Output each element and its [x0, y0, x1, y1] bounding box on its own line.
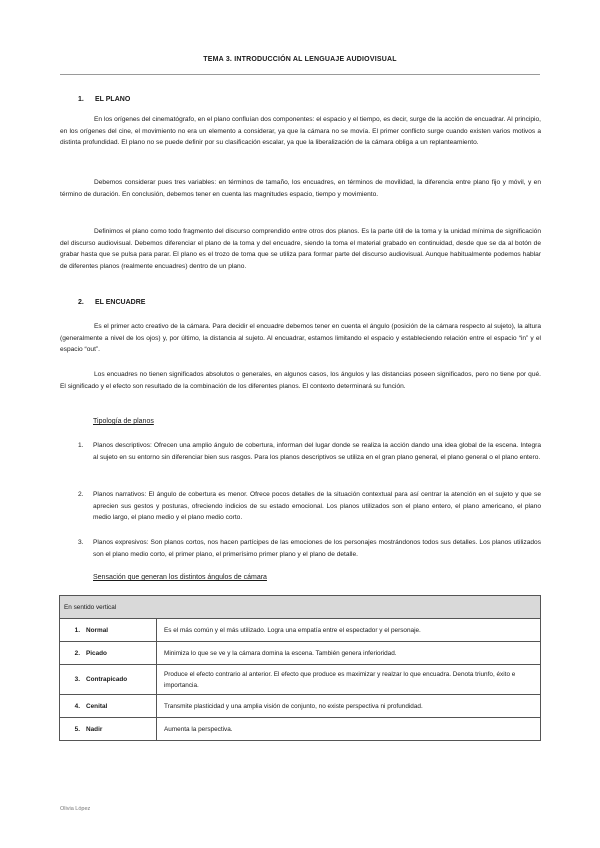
footer-author: Olivia López [60, 806, 91, 812]
document-title: TEMA 3. INTRODUCCIÓN AL LENGUAJE AUDIOVISUAL [203, 56, 397, 63]
row-name: Picado [86, 649, 107, 657]
subheading-angles: Sensación que generan los distintos ángulos de cámara [93, 574, 267, 581]
list-text: Planos expresivos: Son planos cortos, nos hacen partícipes de las emociones de los personajes mostrándonos todos sus detalles. Los planos utilizados son el plano medio corto, el primer plano, el primerísimo primer plano y el plano de detalle. [93, 539, 541, 558]
list-item [78, 440, 541, 463]
list-item [78, 489, 541, 524]
list-text: Planos narrativos: El ángulo de cobertura es menor. Ofrece pocos detalles de la situación contextual para así centrar la atención en el sujeto y que se aprecien sus gestos y posturas, ofreciendo indicios de su estado emocional. Los planos utilizados son el plano entero, el plano americano, el plano medio largo, el plano medio y el plano medio corto. [93, 491, 541, 522]
paragraph: Los encuadres no tienen significados absolutos o generales, en algunos casos, los ángulos y las distancias poseen significados, pero no tiene por qué. El significado y el efecto son resultado de la combinación de los diferentes planos. El contexto determinará su función. [60, 371, 541, 390]
list-number: 1. [78, 442, 84, 449]
section-number: 2. [78, 299, 84, 306]
table-row [60, 619, 541, 642]
table-header-cell: En sentido vertical [60, 596, 541, 619]
list-item [78, 537, 541, 560]
paragraph: Es el primer acto creativo de la cámara. Para decidir el encuadre debemos tener en cuenta el ángulo (posición de la cámara respecto al sujeto), la altura (generalmente a nivel de los ojos) y, por último, la distancia al sujeto. Al encuadrar, estamos limitando el espacio y estableciendo relación entre el espacio “in” y el espacio “out”. [60, 323, 541, 354]
row-name: Contrapicado [86, 676, 128, 683]
row-number: 1. [74, 626, 80, 634]
row-name: Normal [86, 626, 109, 634]
title-divider [60, 74, 540, 75]
paragraph: En los orígenes del cinematógrafo, en el plano confluían dos componentes: el espacio y el tiempo, es decir, surge de la acción de encuadrar. Al principio, en los orígenes del cine, el movimiento no era un elemento a considerar, ya que la cámara no se movía. El primer conflicto surge cuando existen varios motivos a distinta profundidad. El plano no se puede definir por su clasificación escalar, ya que la liberalización de la cámara obliga a un replanteamiento. [60, 116, 541, 147]
row-label [60, 619, 157, 642]
row-number: 5. [74, 725, 80, 733]
table-row [60, 695, 541, 718]
list-number: 2. [78, 491, 84, 498]
section-title: EL PLANO [95, 96, 131, 103]
row-number: 2. [74, 649, 80, 657]
row-name: Nadir [86, 725, 103, 733]
list-number: 3. [78, 539, 84, 546]
row-label [60, 718, 157, 741]
section-heading-plano [78, 96, 130, 103]
paragraph: Debemos considerar pues tres variables: en términos de tamaño, los encuadres, en términos de movilidad, la diferencia entre plano fijo y móvil, y en término de duración. En conclusión, debemos tener en cuenta las magnitudes espacio, tiempo y movimiento. [60, 179, 541, 198]
row-description: Es el más común y el más utilizado. Logra una empatía entre el espectador y el personaje. [157, 619, 541, 642]
paragraph: Definimos el plano como todo fragmento del discurso comprendido entre otros dos planos. Es la parte útil de la toma y la unidad mínima de significación del discurso audiovisual. Debemos diferenciar el plano de la toma y del encuadre, siendo la toma el material grabado en continuidad, desde que se da al botón de grabar hasta que se pulsa para parar. El plano es el trozo de toma que se utiliza para formar parte del discurso audiovisual. Aunque habitualmente podemos hablar de diferentes planos (realmente encuadres) dentro de un plano. [60, 228, 541, 271]
section-number: 1. [78, 96, 84, 103]
table-row [60, 718, 541, 741]
table-header-row [60, 596, 541, 619]
row-description: Produce el efecto contrario al anterior. El efecto que produce es maximizar y realzar lo que encuadra. Denota triunfo, éxito e importancia. [157, 665, 541, 695]
row-number: 4. [74, 702, 80, 710]
table-row [60, 642, 541, 665]
list-text: Planos descriptivos: Ofrecen una amplio ángulo de cobertura, informan del lugar donde se realiza la acción dando una idea global de la escena. Integra al sujeto en su entorno sin diferenciar bien sus rasgos. Para los planos descriptivos se utiliza en el gran plano general, el plano general o el plano entero. [93, 442, 541, 461]
subheading-typology: Tipología de planos [93, 418, 154, 425]
row-name: Cenital [86, 702, 108, 710]
section-title: EL ENCUADRE [95, 299, 146, 306]
row-description: Minimiza lo que se ve y la cámara domina la escena. También genera inferioridad. [157, 642, 541, 665]
row-label [60, 665, 157, 695]
row-description: Transmite plasticidad y una amplia visión de conjunto, no existe perspectiva ni profundidad. [157, 695, 541, 718]
table-row [60, 665, 541, 695]
section-heading-encuadre [78, 299, 145, 306]
row-label [60, 642, 157, 665]
row-description: Aumenta la perspectiva. [157, 718, 541, 741]
row-label [60, 695, 157, 718]
camera-angles-table [59, 595, 541, 741]
row-number: 3. [74, 676, 80, 683]
